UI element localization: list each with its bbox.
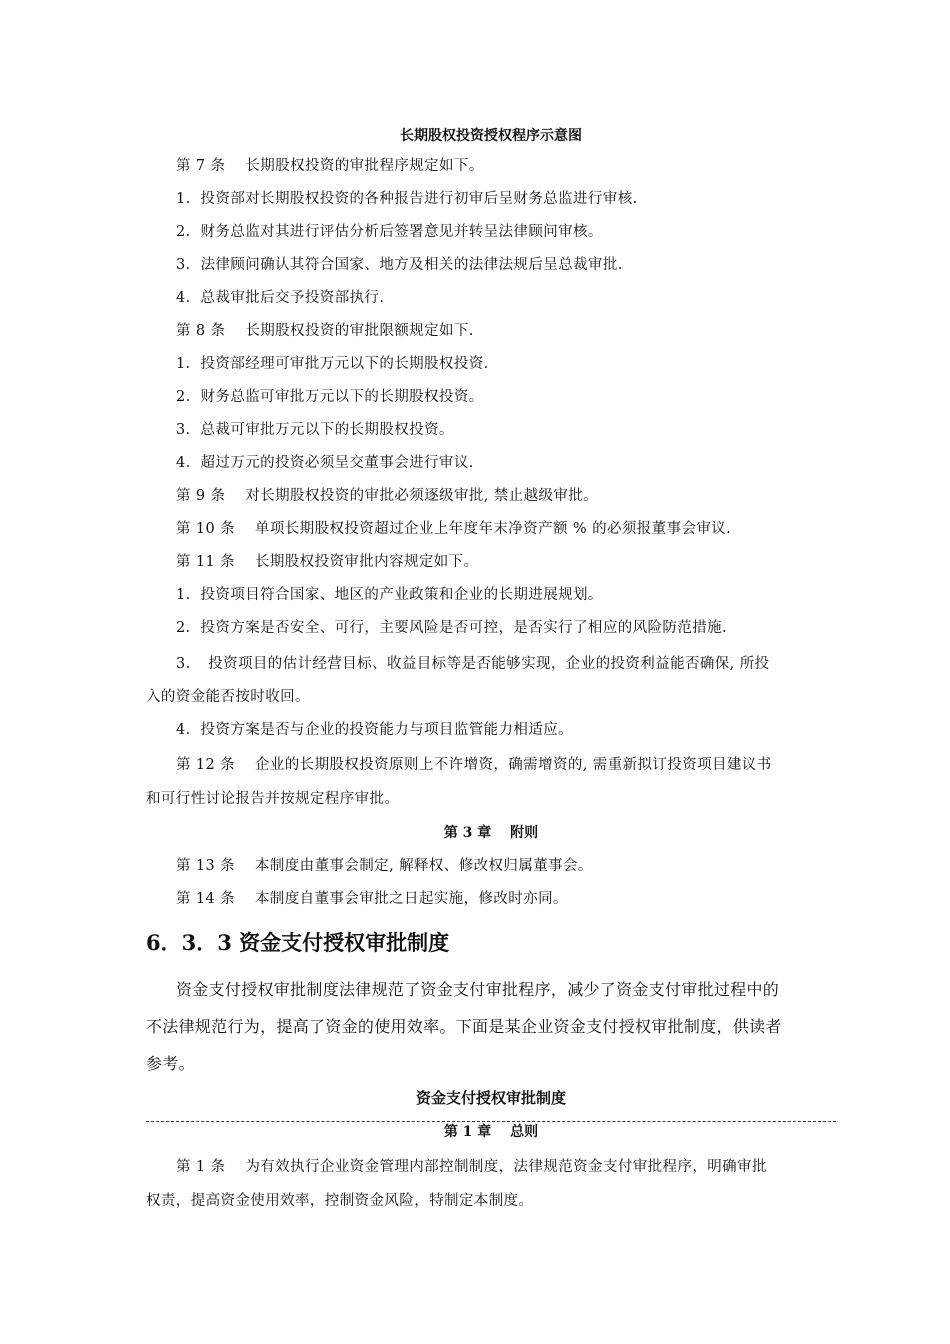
article-10: 第 10 条 单项长期股权投资超过企业上年度年末净资产额 % 的必须报董事会审议. [176, 521, 732, 537]
article-7-item-4: 4．总裁审批后交予投资部执行. [176, 290, 385, 306]
article-11-item-3-line-2: 入的资金能否按时收回。 [146, 689, 310, 705]
article-13: 第 13 条 本制度由董事会制定, 解释权、修改权归属董事会。 [176, 858, 593, 874]
article-8-item-3: 3．总裁可审批万元以下的长期股权投资。 [176, 422, 454, 438]
chapter-3-heading: 第 3 章 附则 [443, 825, 539, 841]
article-8: 第 8 条 长期股权投资的审批限额规定如下. [176, 323, 474, 339]
article-8-item-2: 2．财务总监可审批万元以下的长期股权投资。 [176, 389, 484, 405]
article-11: 第 11 条 长期股权投资审批内容规定如下。 [176, 554, 479, 570]
article-7-item-3: 3．法律顾问确认其符合国家、地方及相关的法律法规后呈总裁审批. [176, 257, 623, 273]
article-7: 第 7 条 长期股权投资的审批程序规定如下。 [176, 158, 484, 174]
article-12-line-1: 第 12 条 企业的长期股权投资原则上不许增资，确需增资的, 需重新拟订投资项目建议书 [176, 757, 772, 773]
article-11-item-4: 4．投资方案是否与企业的投资能力与项目监管能力相适应。 [176, 722, 574, 738]
article-12-line-2: 和可行性讨论报告并按规定程序审批。 [146, 791, 400, 807]
article-11-item-1: 1．投资项目符合国家、地区的产业政策和企业的长期进展规划。 [176, 587, 603, 603]
article-8-item-4: 4．超过万元的投资必须呈交董事会进行审议. [176, 455, 474, 471]
section-heading: 6．3．3 资金支付授权审批制度 [146, 930, 450, 955]
intro-line-1: 资金支付授权审批制度法律规范了资金支付审批程序，减少了资金支付审批过程中的 [176, 980, 780, 999]
article-8-item-1: 1．投资部经理可审批万元以下的长期股权投资. [176, 356, 489, 372]
article-1-line-2: 权责，提高资金使用效率，控制资金风险，特制定本制度。 [146, 1193, 534, 1209]
article-1-line-1: 第 1 条 为有效执行企业资金管理内部控制制度，法律规范资金支付审批程序，明确审批 [176, 1159, 767, 1175]
figure-caption: 长期股权投资授权程序示意图 [400, 128, 582, 144]
document-title: 资金支付授权审批制度 [415, 1089, 566, 1107]
article-11-item-2: 2．投资方案是否安全、可行，主要风险是否可控，是否实行了相应的风险防范措施. [176, 620, 728, 636]
intro-line-3: 参考。 [146, 1054, 195, 1073]
article-7-item-2: 2．财务总监对其进行评估分析后签署意见并转呈法律顾问审核。 [176, 224, 603, 240]
intro-line-2: 不法律规范行为，提高了资金的使用效率。下面是某企业资金支付授权审批制度，供读者 [146, 1017, 782, 1036]
chapter-1-heading: 第 1 章 总则 [443, 1124, 539, 1140]
article-11-item-3-line-1: 3． 投资项目的估计经营目标、收益目标等是否能够实现，企业的投资利益能否确保, 所投 [176, 656, 770, 672]
article-7-item-1: 1．投资部对长期股权投资的各种报告进行初审后呈财务总监进行审核. [176, 191, 638, 207]
article-9: 第 9 条 对长期股权投资的审批必须逐级审批, 禁止越级审批。 [176, 488, 599, 504]
article-14: 第 14 条 本制度自董事会审批之日起实施，修改时亦同。 [176, 891, 568, 907]
